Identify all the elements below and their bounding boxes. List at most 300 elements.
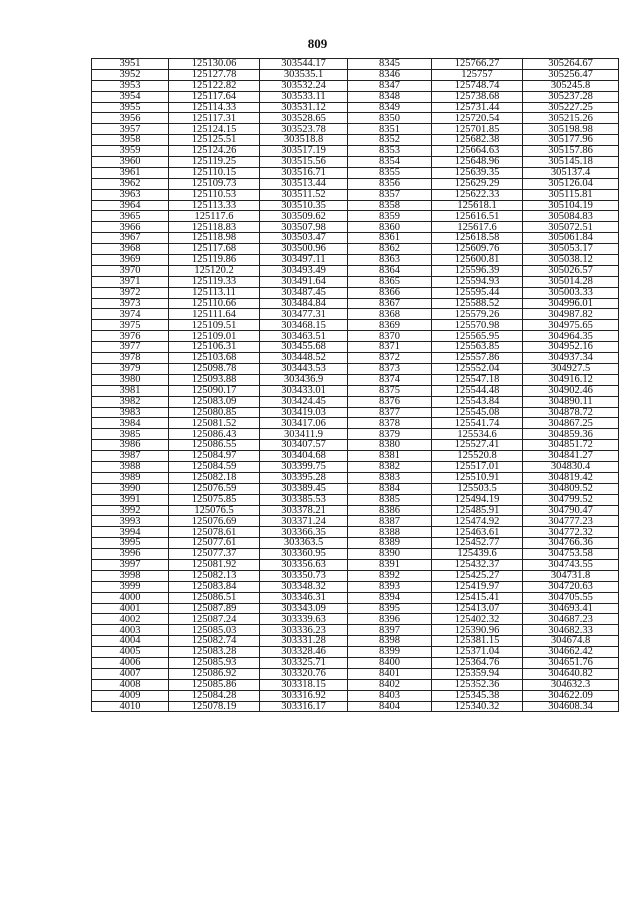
table-cell: 303348.32 xyxy=(260,581,348,592)
table-cell: 125090.17 xyxy=(169,385,260,396)
table-cell: 8376 xyxy=(348,396,432,407)
table-row xyxy=(92,189,619,200)
table-cell: 125618.58 xyxy=(432,233,523,244)
table-cell: 8399 xyxy=(348,647,432,658)
table-row xyxy=(92,407,619,418)
table-cell: 305104.19 xyxy=(523,200,619,211)
table-cell: 303436.9 xyxy=(260,374,348,385)
table-cell: 3951 xyxy=(92,59,169,70)
table-cell: 125616.51 xyxy=(432,211,523,222)
table-cell: 303448.52 xyxy=(260,353,348,364)
table-cell: 304731.8 xyxy=(523,570,619,581)
table-cell: 8386 xyxy=(348,505,432,516)
table-cell: 125359.94 xyxy=(432,668,523,679)
table-cell: 303433.01 xyxy=(260,385,348,396)
table-cell: 125517.01 xyxy=(432,461,523,472)
table-row xyxy=(92,331,619,342)
table-cell: 125664.63 xyxy=(432,146,523,157)
table-cell: 8397 xyxy=(348,625,432,636)
table-cell: 8398 xyxy=(348,636,432,647)
table-cell: 4007 xyxy=(92,668,169,679)
table-cell: 3976 xyxy=(92,331,169,342)
table-cell: 8372 xyxy=(348,353,432,364)
table-cell: 305061.84 xyxy=(523,233,619,244)
table-cell: 4006 xyxy=(92,657,169,668)
table-cell: 3983 xyxy=(92,407,169,418)
table-cell: 304753.58 xyxy=(523,549,619,560)
table-cell: 125110.15 xyxy=(169,167,260,178)
table-cell: 8364 xyxy=(348,265,432,276)
table-cell: 3971 xyxy=(92,276,169,287)
table-cell: 8402 xyxy=(348,679,432,690)
table-cell: 305014.28 xyxy=(523,276,619,287)
table-cell: 303360.95 xyxy=(260,549,348,560)
table-cell: 125520.8 xyxy=(432,451,523,462)
table-cell: 303493.49 xyxy=(260,265,348,276)
table-cell: 304867.25 xyxy=(523,418,619,429)
table-cell: 8401 xyxy=(348,668,432,679)
table-cell: 8389 xyxy=(348,538,432,549)
table-cell: 305198.98 xyxy=(523,124,619,135)
table-row xyxy=(92,233,619,244)
table-cell: 4004 xyxy=(92,636,169,647)
table-cell: 125086.92 xyxy=(169,668,260,679)
table-cell: 125103.68 xyxy=(169,353,260,364)
table-cell: 125084.59 xyxy=(169,461,260,472)
table-row xyxy=(92,265,619,276)
table-cell: 125082.13 xyxy=(169,570,260,581)
table-cell: 3996 xyxy=(92,549,169,560)
table-cell: 304651.76 xyxy=(523,657,619,668)
table-cell: 125086.55 xyxy=(169,440,260,451)
table-cell: 8384 xyxy=(348,483,432,494)
table-cell: 125077.61 xyxy=(169,538,260,549)
table-cell: 303528.65 xyxy=(260,113,348,124)
table-row xyxy=(92,342,619,353)
table-cell: 303516.71 xyxy=(260,167,348,178)
table-cell: 303385.53 xyxy=(260,494,348,505)
table-cell: 8383 xyxy=(348,472,432,483)
table-cell: 4009 xyxy=(92,690,169,701)
table-cell: 305177.96 xyxy=(523,135,619,146)
table-cell: 303500.96 xyxy=(260,244,348,255)
table-cell: 125510.91 xyxy=(432,472,523,483)
table-cell: 305256.47 xyxy=(523,69,619,80)
table-cell: 125119.33 xyxy=(169,276,260,287)
table-cell: 303316.92 xyxy=(260,690,348,701)
table-cell: 125432.37 xyxy=(432,559,523,570)
table-row xyxy=(92,157,619,168)
table-cell: 304777.23 xyxy=(523,516,619,527)
table-cell: 125439.6 xyxy=(432,549,523,560)
table-cell: 125738.68 xyxy=(432,91,523,102)
table-cell: 8391 xyxy=(348,559,432,570)
table-cell: 303378.21 xyxy=(260,505,348,516)
table-cell: 125098.78 xyxy=(169,363,260,374)
table-row xyxy=(92,80,619,91)
table-cell: 125552.04 xyxy=(432,363,523,374)
table-cell: 125595.44 xyxy=(432,287,523,298)
table-cell: 304987.82 xyxy=(523,309,619,320)
table-cell: 125720.54 xyxy=(432,113,523,124)
table-row xyxy=(92,647,619,658)
table-cell: 125086.43 xyxy=(169,429,260,440)
table-cell: 8355 xyxy=(348,167,432,178)
table-cell: 125118.83 xyxy=(169,222,260,233)
table-cell: 125639.35 xyxy=(432,167,523,178)
table-cell: 3998 xyxy=(92,570,169,581)
table-cell: 304819.42 xyxy=(523,472,619,483)
table-cell: 3975 xyxy=(92,320,169,331)
table-row xyxy=(92,538,619,549)
table-cell: 304937.34 xyxy=(523,353,619,364)
table-cell: 125083.28 xyxy=(169,647,260,658)
table-row xyxy=(92,679,619,690)
table-cell: 3969 xyxy=(92,255,169,266)
table-cell: 125082.18 xyxy=(169,472,260,483)
table-cell: 125413.07 xyxy=(432,603,523,614)
table-cell: 8368 xyxy=(348,309,432,320)
table-cell: 125084.28 xyxy=(169,690,260,701)
table-cell: 3992 xyxy=(92,505,169,516)
table-cell: 125474.92 xyxy=(432,516,523,527)
table-cell: 303389.45 xyxy=(260,483,348,494)
table-cell: 8369 xyxy=(348,320,432,331)
table-row xyxy=(92,211,619,222)
table-cell: 303455.68 xyxy=(260,342,348,353)
table-cell: 3961 xyxy=(92,167,169,178)
table-cell: 3963 xyxy=(92,189,169,200)
table-cell: 125622.33 xyxy=(432,189,523,200)
table-cell: 125682.38 xyxy=(432,135,523,146)
table-cell: 125731.44 xyxy=(432,102,523,113)
table-row xyxy=(92,461,619,472)
table-cell: 125545.08 xyxy=(432,407,523,418)
table-cell: 125110.66 xyxy=(169,298,260,309)
table-cell: 8390 xyxy=(348,549,432,560)
table-cell: 125109.51 xyxy=(169,320,260,331)
table-cell: 303339.63 xyxy=(260,614,348,625)
table-cell: 303523.78 xyxy=(260,124,348,135)
table-row xyxy=(92,146,619,157)
table-cell: 125494.19 xyxy=(432,494,523,505)
table-cell: 8366 xyxy=(348,287,432,298)
table-cell: 8392 xyxy=(348,570,432,581)
table-cell: 125766.27 xyxy=(432,59,523,70)
table-row xyxy=(92,516,619,527)
table-cell: 304851.72 xyxy=(523,440,619,451)
table-cell: 125345.38 xyxy=(432,690,523,701)
table-row xyxy=(92,396,619,407)
table-cell: 303343.09 xyxy=(260,603,348,614)
table-cell: 303497.11 xyxy=(260,255,348,266)
table-cell: 125078.61 xyxy=(169,527,260,538)
table-cell: 303419.03 xyxy=(260,407,348,418)
table-cell: 8356 xyxy=(348,178,432,189)
table-cell: 125124.26 xyxy=(169,146,260,157)
table-cell: 303477.31 xyxy=(260,309,348,320)
table-row xyxy=(92,690,619,701)
table-cell: 303399.75 xyxy=(260,461,348,472)
table-cell: 125117.68 xyxy=(169,244,260,255)
table-cell: 3958 xyxy=(92,135,169,146)
table-cell: 304608.34 xyxy=(523,701,619,712)
table-row xyxy=(92,135,619,146)
table-cell: 3952 xyxy=(92,69,169,80)
table-cell: 303320.76 xyxy=(260,668,348,679)
table-cell: 125565.95 xyxy=(432,331,523,342)
table-cell: 305003.33 xyxy=(523,287,619,298)
table-row xyxy=(92,69,619,80)
table-cell: 8394 xyxy=(348,592,432,603)
table-cell: 304790.47 xyxy=(523,505,619,516)
table-cell: 305227.25 xyxy=(523,102,619,113)
table-cell: 4002 xyxy=(92,614,169,625)
table-cell: 304640.82 xyxy=(523,668,619,679)
table-row xyxy=(92,102,619,113)
table-row xyxy=(92,527,619,538)
table-cell: 303515.56 xyxy=(260,157,348,168)
table-cell: 303336.23 xyxy=(260,625,348,636)
table-cell: 4000 xyxy=(92,592,169,603)
table-cell: 303503.47 xyxy=(260,233,348,244)
table-cell: 8393 xyxy=(348,581,432,592)
table-cell: 125076.5 xyxy=(169,505,260,516)
table-cell: 125390.96 xyxy=(432,625,523,636)
table-cell: 8387 xyxy=(348,516,432,527)
table-row xyxy=(92,429,619,440)
table-cell: 125617.6 xyxy=(432,222,523,233)
table-row xyxy=(92,124,619,135)
table-cell: 304687.23 xyxy=(523,614,619,625)
table-cell: 305245.8 xyxy=(523,80,619,91)
table-row xyxy=(92,167,619,178)
table-cell: 303491.64 xyxy=(260,276,348,287)
table-cell: 304766.36 xyxy=(523,538,619,549)
table-cell: 303350.73 xyxy=(260,570,348,581)
table-cell: 3995 xyxy=(92,538,169,549)
table-cell: 305157.86 xyxy=(523,146,619,157)
table-cell: 3994 xyxy=(92,527,169,538)
table-cell: 125371.04 xyxy=(432,647,523,658)
table-row xyxy=(92,91,619,102)
table-cell: 303366.35 xyxy=(260,527,348,538)
table-cell: 125563.85 xyxy=(432,342,523,353)
table-cell: 125596.39 xyxy=(432,265,523,276)
table-cell: 303395.28 xyxy=(260,472,348,483)
table-cell: 125076.59 xyxy=(169,483,260,494)
table-row xyxy=(92,244,619,255)
table-cell: 4001 xyxy=(92,603,169,614)
table-row xyxy=(92,592,619,603)
table-cell: 125078.19 xyxy=(169,701,260,712)
table-cell: 305137.4 xyxy=(523,167,619,178)
table-cell: 304720.63 xyxy=(523,581,619,592)
table-row xyxy=(92,59,619,70)
table-cell: 125534.6 xyxy=(432,429,523,440)
table-cell: 125419.97 xyxy=(432,581,523,592)
table-cell: 125701.85 xyxy=(432,124,523,135)
table-cell: 125757 xyxy=(432,69,523,80)
table-cell: 125402.32 xyxy=(432,614,523,625)
table-cell: 125082.74 xyxy=(169,636,260,647)
table-cell: 125124.15 xyxy=(169,124,260,135)
table-cell: 125352.36 xyxy=(432,679,523,690)
table-cell: 125122.82 xyxy=(169,80,260,91)
table-cell: 304662.42 xyxy=(523,647,619,658)
table-cell: 8353 xyxy=(348,146,432,157)
table-cell: 125087.89 xyxy=(169,603,260,614)
table-cell: 8363 xyxy=(348,255,432,266)
table-cell: 125081.52 xyxy=(169,418,260,429)
table-cell: 3987 xyxy=(92,451,169,462)
table-row xyxy=(92,222,619,233)
table-cell: 3956 xyxy=(92,113,169,124)
table-cell: 8382 xyxy=(348,461,432,472)
coordinates-table xyxy=(91,58,619,712)
table-cell: 3957 xyxy=(92,124,169,135)
table-cell: 303346.31 xyxy=(260,592,348,603)
table-cell: 304772.32 xyxy=(523,527,619,538)
table-cell: 125340.32 xyxy=(432,701,523,712)
table-row xyxy=(92,614,619,625)
table-row xyxy=(92,625,619,636)
table-cell: 125084.97 xyxy=(169,451,260,462)
table-cell: 8346 xyxy=(348,69,432,80)
table-cell: 125083.09 xyxy=(169,396,260,407)
table-row xyxy=(92,494,619,505)
table-cell: 125125.51 xyxy=(169,135,260,146)
table-cell: 125120.2 xyxy=(169,265,260,276)
table-cell: 8378 xyxy=(348,418,432,429)
table-cell: 303509.62 xyxy=(260,211,348,222)
table-cell: 303404.68 xyxy=(260,451,348,462)
table-cell: 305072.51 xyxy=(523,222,619,233)
table-cell: 125543.84 xyxy=(432,396,523,407)
table-cell: 305115.81 xyxy=(523,189,619,200)
table-cell: 8365 xyxy=(348,276,432,287)
table-cell: 125503.5 xyxy=(432,483,523,494)
table-cell: 3960 xyxy=(92,157,169,168)
table-cell: 8370 xyxy=(348,331,432,342)
table-cell: 125130.06 xyxy=(169,59,260,70)
table-row xyxy=(92,472,619,483)
table-cell: 303510.35 xyxy=(260,200,348,211)
table-cell: 303544.17 xyxy=(260,59,348,70)
table-row xyxy=(92,451,619,462)
table-cell: 305264.67 xyxy=(523,59,619,70)
table-cell: 3972 xyxy=(92,287,169,298)
table-row xyxy=(92,113,619,124)
table-cell: 304632.3 xyxy=(523,679,619,690)
table-cell: 125077.37 xyxy=(169,549,260,560)
table-row xyxy=(92,255,619,266)
table-cell: 125425.27 xyxy=(432,570,523,581)
table-cell: 125075.85 xyxy=(169,494,260,505)
table-cell: 303371.24 xyxy=(260,516,348,527)
table-cell: 8362 xyxy=(348,244,432,255)
table-cell: 304809.52 xyxy=(523,483,619,494)
table-cell: 125588.52 xyxy=(432,298,523,309)
table-row xyxy=(92,505,619,516)
table-cell: 8377 xyxy=(348,407,432,418)
table-row xyxy=(92,657,619,668)
table-cell: 125085.93 xyxy=(169,657,260,668)
table-cell: 3959 xyxy=(92,146,169,157)
table-cell: 8367 xyxy=(348,298,432,309)
table-row xyxy=(92,200,619,211)
table-cell: 303468.15 xyxy=(260,320,348,331)
table-cell: 303533.11 xyxy=(260,91,348,102)
table-row xyxy=(92,636,619,647)
table-row xyxy=(92,701,619,712)
table-cell: 304916.12 xyxy=(523,374,619,385)
table-cell: 125080.85 xyxy=(169,407,260,418)
table-cell: 305126.04 xyxy=(523,178,619,189)
table-cell: 303518.8 xyxy=(260,135,348,146)
table-cell: 8395 xyxy=(348,603,432,614)
table-cell: 8358 xyxy=(348,200,432,211)
table-cell: 305026.57 xyxy=(523,265,619,276)
table-cell: 3980 xyxy=(92,374,169,385)
table-cell: 3954 xyxy=(92,91,169,102)
table-cell: 8349 xyxy=(348,102,432,113)
table-cell: 3990 xyxy=(92,483,169,494)
table-cell: 125364.76 xyxy=(432,657,523,668)
table-cell: 125463.61 xyxy=(432,527,523,538)
table-row xyxy=(92,570,619,581)
table-cell: 125127.78 xyxy=(169,69,260,80)
table-cell: 304964.35 xyxy=(523,331,619,342)
table-row xyxy=(92,549,619,560)
table-cell: 305053.17 xyxy=(523,244,619,255)
table-cell: 305237.28 xyxy=(523,91,619,102)
table-cell: 303424.45 xyxy=(260,396,348,407)
table-cell: 8381 xyxy=(348,451,432,462)
table-cell: 3965 xyxy=(92,211,169,222)
table-cell: 8373 xyxy=(348,363,432,374)
table-cell: 125452.77 xyxy=(432,538,523,549)
table-cell: 3985 xyxy=(92,429,169,440)
table-cell: 8396 xyxy=(348,614,432,625)
table-cell: 3964 xyxy=(92,200,169,211)
table-cell: 125544.48 xyxy=(432,385,523,396)
table-cell: 3974 xyxy=(92,309,169,320)
table-cell: 125081.92 xyxy=(169,559,260,570)
table-row xyxy=(92,276,619,287)
table-row xyxy=(92,298,619,309)
table-cell: 8360 xyxy=(348,222,432,233)
table-cell: 125114.33 xyxy=(169,102,260,113)
table-cell: 303463.51 xyxy=(260,331,348,342)
table-row xyxy=(92,440,619,451)
table-cell: 8348 xyxy=(348,91,432,102)
table-row xyxy=(92,309,619,320)
table-cell: 304927.5 xyxy=(523,363,619,374)
table-row xyxy=(92,374,619,385)
table-cell: 304878.72 xyxy=(523,407,619,418)
table-cell: 125648.96 xyxy=(432,157,523,168)
table-cell: 304799.52 xyxy=(523,494,619,505)
table-cell: 125570.98 xyxy=(432,320,523,331)
table-cell: 125117.31 xyxy=(169,113,260,124)
table-cell: 3993 xyxy=(92,516,169,527)
table-cell: 303487.45 xyxy=(260,287,348,298)
table-cell: 125117.6 xyxy=(169,211,260,222)
table-cell: 304996.01 xyxy=(523,298,619,309)
table-cell: 304830.4 xyxy=(523,461,619,472)
table-cell: 3967 xyxy=(92,233,169,244)
